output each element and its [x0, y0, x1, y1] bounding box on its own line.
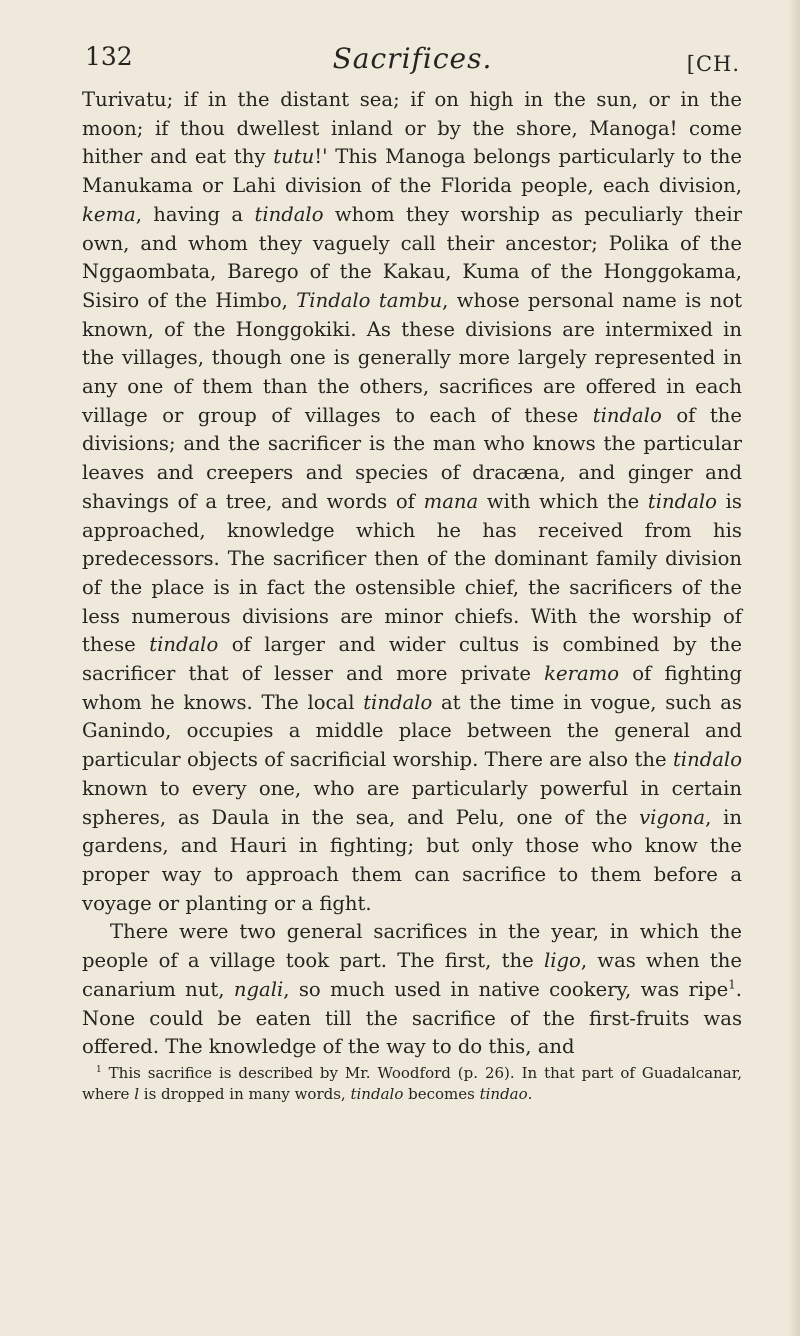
italic-term: l [134, 1085, 140, 1103]
text-run: is approached, knowledge which he has received from his predecessors. The sacrificer then of the dominant family division of the place is in fact the ostensible chief, the sacrificers of the less numerous divisions are minor chiefs. With the worship of these [82, 489, 742, 657]
text-run: of fighting whom he knows. The local [82, 662, 742, 714]
text-run: !' This Manoga belongs particularly to the Manukama or Lahi division of the Florida people, each division, [82, 145, 742, 198]
italic-term: tindao [479, 1085, 528, 1103]
italic-term: Tindalo tambu [296, 288, 443, 312]
text-run: at the time in vogue, such as Ganindo, occupies a middle place between the general and particular objects of sacrificial worship. There are also the [82, 690, 742, 772]
italic-term: tindalo [254, 202, 324, 226]
italic-term: keramo [544, 662, 620, 686]
footnote-marker: 1 [96, 1065, 102, 1075]
paragraph-continued [82, 86, 742, 918]
italic-term: tindalo [592, 403, 662, 427]
italic-term: kema [82, 202, 136, 226]
text-run: This sacrifice is described by Mr. Woodford (p. 26). In that part of Guadalcanar, where [82, 1064, 742, 1103]
italic-term: tindalo [363, 690, 433, 714]
italic-term: tindalo [672, 748, 742, 772]
body-text [82, 86, 742, 1062]
running-title: Sacrifices. [332, 42, 493, 75]
text-run: of larger and wider cultus is combined by the sacrificer that of lesser and more private [82, 633, 743, 686]
text-run: becomes [403, 1085, 480, 1103]
italic-term: mana [423, 489, 479, 513]
footnote-1 [82, 1063, 742, 1105]
italic-term: ligo [543, 949, 581, 973]
text-run: . [527, 1085, 533, 1103]
text-run: There were two general sacrifices in the year, in which the people of a village took part. The first, the [82, 920, 742, 973]
paragraph-general-sacrifices [82, 918, 742, 1062]
text-run: is dropped in many words, [139, 1085, 351, 1103]
italic-term: ngali [233, 977, 284, 1001]
text-run: . None could be eaten till the sacrifice of the first-fruits was offered. The knowledge of the way to do this, and [82, 977, 742, 1059]
italic-term: tindalo [149, 633, 219, 657]
text-run: known to every one, who are particularly powerful in certain spheres, as Daula in the sea, and Pelu, one of the [82, 776, 742, 829]
text-run: , whose personal name is not known, of the Honggokiki. As these divisions are intermixed in the villages, though one is generally more largely represented in any one of them than the others, sacrifices are offered in each village or group of villages to each of these [82, 288, 742, 427]
text-run: of the divisions; and the sacrificer is the man who knows the particular leaves and creepers and species of dracæna, and ginger and shavings of a tree, and words of [82, 403, 742, 513]
italic-term: vigona [639, 805, 706, 829]
italic-term: tindalo [647, 489, 717, 513]
text-run: Turivatu; if in the distant sea; if on high in the sun, or in the moon; if thou dwellest inland or by the shore, Manoga! come hither and eat thy [82, 88, 742, 169]
italic-term: tindalo [350, 1085, 404, 1103]
text-run: whom they worship as peculiarly their own, and whom they vaguely call their ancestor; Polika of the Nggaombata, Barego of the Kakau, Kuma of the Honggokama, Sisiro of the Himbo, [82, 202, 742, 312]
running-head [85, 42, 740, 82]
chapter-reference: [CH. [686, 52, 740, 76]
page-number: 132 [85, 42, 133, 71]
italic-term: tutu [273, 145, 315, 169]
text-run: , in gardens, and Hauri in fighting; but only those who know the proper way to approach them can sacrifice to them before a voyage or planting or a fight. [82, 805, 742, 915]
text-run: , so much used in native cookery, was ripe [283, 977, 729, 1001]
text-run: , having a [135, 202, 255, 226]
text-run: with which the [478, 489, 648, 513]
footnotes [82, 1063, 742, 1105]
footnote-reference: 1 [728, 977, 736, 992]
text-run: , was when the canarium nut, [82, 949, 742, 1001]
page-edge-shadow [788, 0, 800, 1336]
